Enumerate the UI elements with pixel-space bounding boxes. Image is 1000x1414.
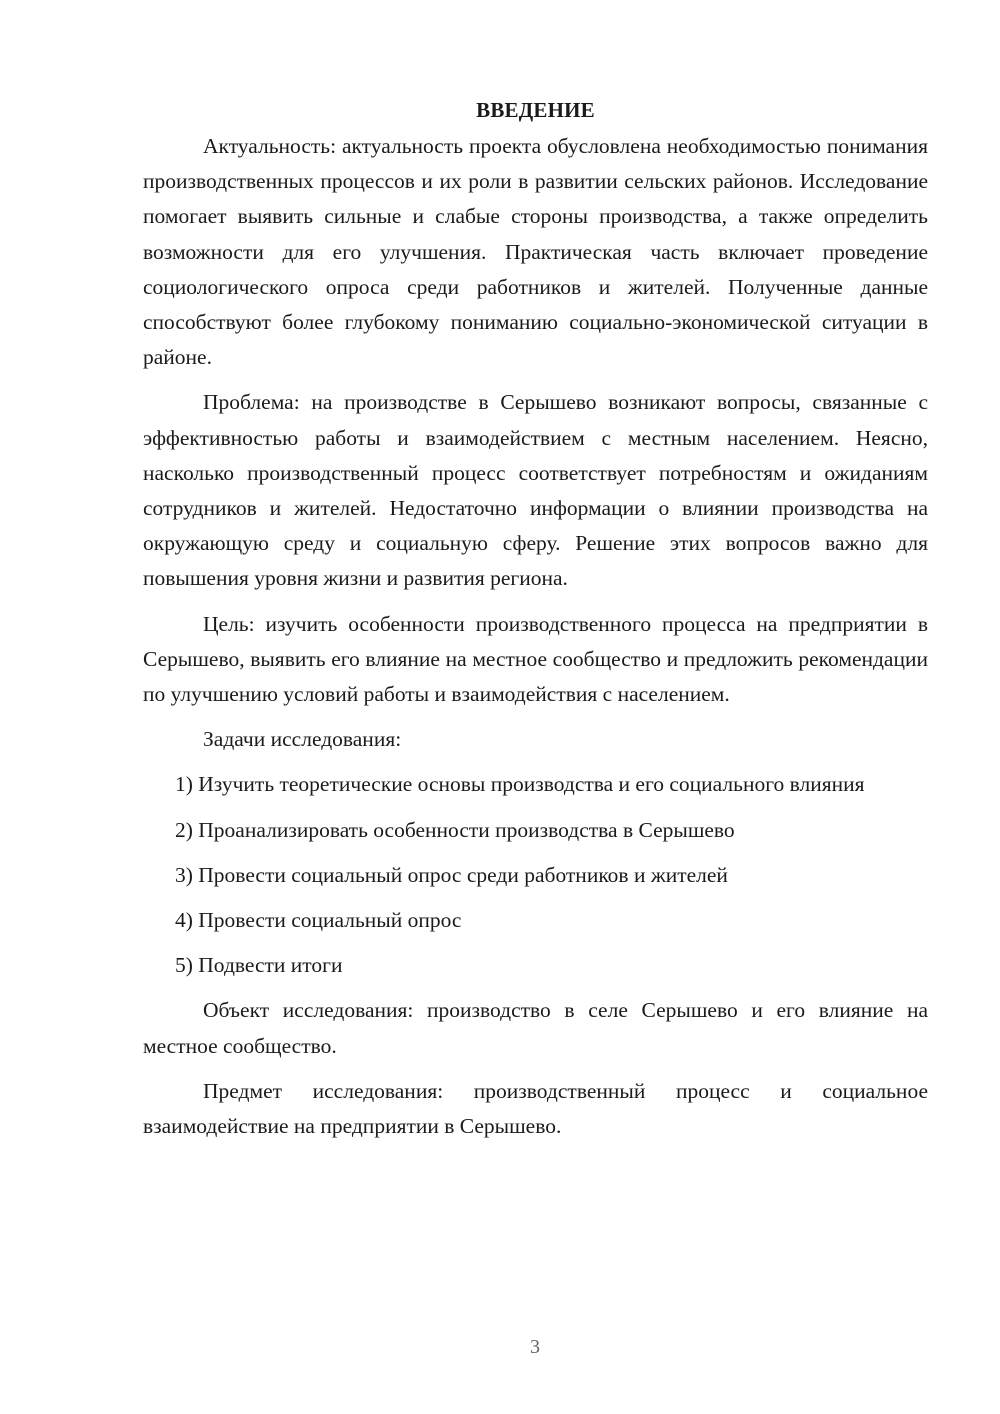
subject-paragraph: Предмет исследования: производственный процесс и социальное взаимодействие на предприятии в Серышево. — [143, 1078, 928, 1139]
list-item: 2) Проанализировать особенности производства в Серышево — [175, 817, 735, 842]
list-item: 3) Провести социальный опрос среди работников и жителей — [175, 862, 728, 887]
problem-paragraph: Проблема: на производстве в Серышево возникают вопросы, связанные с эффективностью работы и взаимодействием с местным населением. Неясно, насколько производственный процесс соответствует потребностям и ожиданиям сотрудников и жителей. Недостаточно информации о влиянии производства на окружающую среду и социальную сферу. Решение этих вопросов важно для повышения уровня жизни и развития региона. — [143, 390, 928, 591]
tasks-heading: Задачи исследования: — [203, 727, 402, 752]
list-item: 4) Провести социальный опрос — [175, 908, 462, 933]
object-paragraph: Объект исследования: производство в селе Серышево и его влияние на местное сообщество. — [143, 998, 928, 1058]
relevance-paragraph: Актуальность: актуальность проекта обусловлена необходимостью понимания производственных процессов и их роли в развитии сельских районов. Исследование помогает выявить сильные и слабые стороны производства, а также определить возможности для его улучшения. Практическая часть включает проведение социологического опроса среди работников и жителей. Полученные данные способствуют более глубокому пониманию социально-экономической ситуации в районе. — [143, 134, 928, 370]
document-page — [143, 95, 928, 1154]
goal-paragraph: Цель: изучить особенности производственного процесса на предприятии в Серышево, выявить его влияние на местное сообщество и предложить рекомендации по улучшению условий работы и взаимодействия с населением. — [143, 611, 928, 707]
list-item: 5) Подвести итоги — [175, 953, 343, 978]
tasks-list — [143, 767, 928, 983]
page-number: 3 — [530, 1336, 540, 1358]
section-title: ВВЕДЕНИЕ — [476, 98, 595, 122]
list-item: 1) Изучить теоретические основы производства и его социального влияния — [175, 772, 865, 797]
